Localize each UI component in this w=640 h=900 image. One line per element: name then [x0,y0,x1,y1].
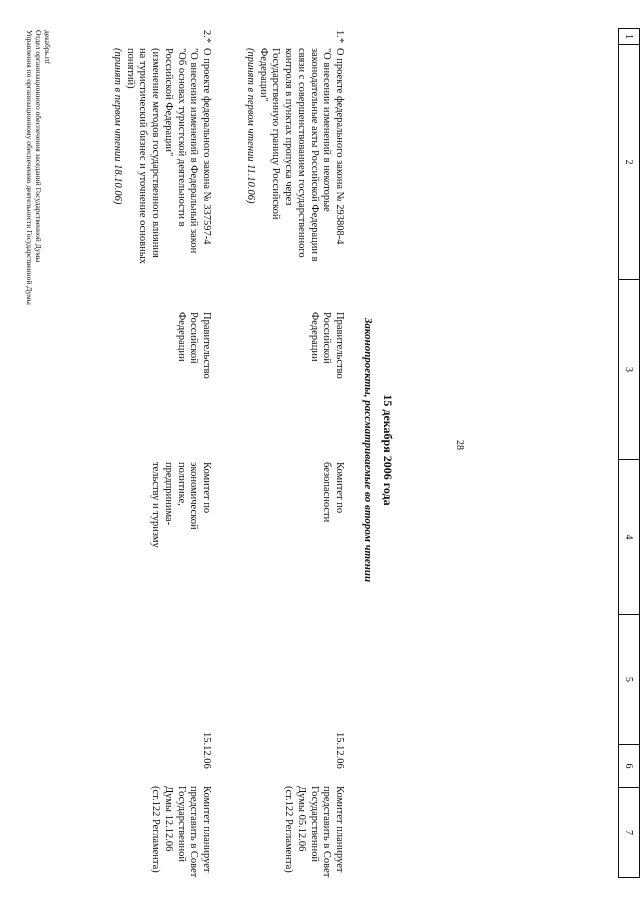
row-2-number: 2.* [201,30,212,44]
row-2-remark-line: представить в Совет [188,786,200,878]
row-2-note: (принят в первом чтении 18.10.06) [112,48,124,205]
row-1-title-line: Федерации" [257,48,269,102]
row-1-remark-line: Комитет планирует [334,786,345,873]
row-2-committee-line: политике, [175,462,187,506]
footer [25,30,52,530]
row-1-remark-line: (ст.122 Регламента) [283,786,295,873]
row-2-initiator [174,312,212,482]
row-2-committee-line: Комитет по [201,462,212,514]
row-1-committee [320,462,345,602]
row-2-title-line: Российской Федерации" [162,48,174,157]
col-number-2: 2 [618,45,640,280]
page-number: 28 [454,440,465,450]
col-number-7: 7 [618,788,640,878]
row-2-date: 15.12.06 [201,732,212,769]
row-1-initiator-line: Правительство [334,312,345,379]
row-1-title [243,48,345,293]
row-1-remark-line: Государственной [308,786,320,862]
row-2-committee-line: предпринима- [162,462,174,526]
row-1-date: 15.12.06 [334,732,345,769]
col-number-3: 3 [618,280,640,460]
row-2-title-line: О проекте федерального закона № 337597-4 [201,48,212,245]
row-2-remark-line: Думы 12.12.06 [162,786,174,852]
row-2-committee-line: тельству и туризму [150,462,162,548]
row-1-title-line: контроля в пунктах пропуска через [283,48,295,206]
row-2-remark-line: Государственной [175,786,187,862]
row-1-committee-line: безопасности [321,462,333,523]
row-2-initiator-line: Российской [188,312,200,364]
row-2-title-line: "Об основах туристской деятельности в [175,48,187,227]
row-1-title-line: Государственную границу Российской [270,48,282,220]
col-number-4: 4 [618,460,640,615]
row-2-committee [148,462,212,602]
row-2-title-line: "О внесении изменений в Федеральный закон [188,48,200,254]
row-1-remark-line: Думы 05.12.06 [295,786,307,852]
row-1-note: (принят в первом чтении 11.10.06) [245,48,257,204]
row-2-initiator-line: Федерации [175,312,187,362]
col-number-6: 6 [618,745,640,788]
row-1-initiator-line: Федерации [308,312,320,362]
row-1-remark-line: представить в Совет [321,786,333,878]
row-1-title-line: связи с совершенствованием государственного [295,48,307,258]
row-2-title-line: понятий) [124,48,136,89]
row-2-title [110,48,212,308]
footer-department: Отдел организационного обеспечения заседаний Государственной Думы [34,30,43,263]
row-2-remark-line: (ст.122 Регламента) [150,786,162,873]
footer-directorate: Управления по организационному обеспечению деятельности Государственной Думы [25,30,34,305]
row-1-number: 1.* [334,30,345,44]
row-2-title-line: (изменение методов государственного влияния [150,48,162,258]
row-2-remark [148,786,212,896]
row-2-initiator-line: Правительство [201,312,212,379]
date-heading: 15 декабря 2006 года [381,394,395,506]
section-heading: Законопроекты, рассматриваемые во втором чтении [362,317,374,583]
row-2-remark-line: Комитет планирует [201,786,212,873]
row-1-title-line: законодательные акты Российской Федерации в [308,48,320,262]
col-number-5: 5 [618,615,640,745]
row-2-committee-line: экономической [188,462,200,530]
row-1-title-line: "О внесении изменений в некоторые [321,48,333,212]
row-1-remark [281,786,345,896]
row-1-title-line: О проекте федерального закона № 293808-4 [334,48,345,245]
row-2-title-line: на туристический бизнес и уточнение основных [137,48,149,265]
column-number-header [618,28,640,878]
col-number-1: 1 [618,28,640,45]
row-1-initiator-line: Российской [321,312,333,364]
row-1-committee-line: Комитет по [334,462,345,514]
footer-filename: декабрь.rtf [43,30,52,64]
row-1-initiator [307,312,345,482]
